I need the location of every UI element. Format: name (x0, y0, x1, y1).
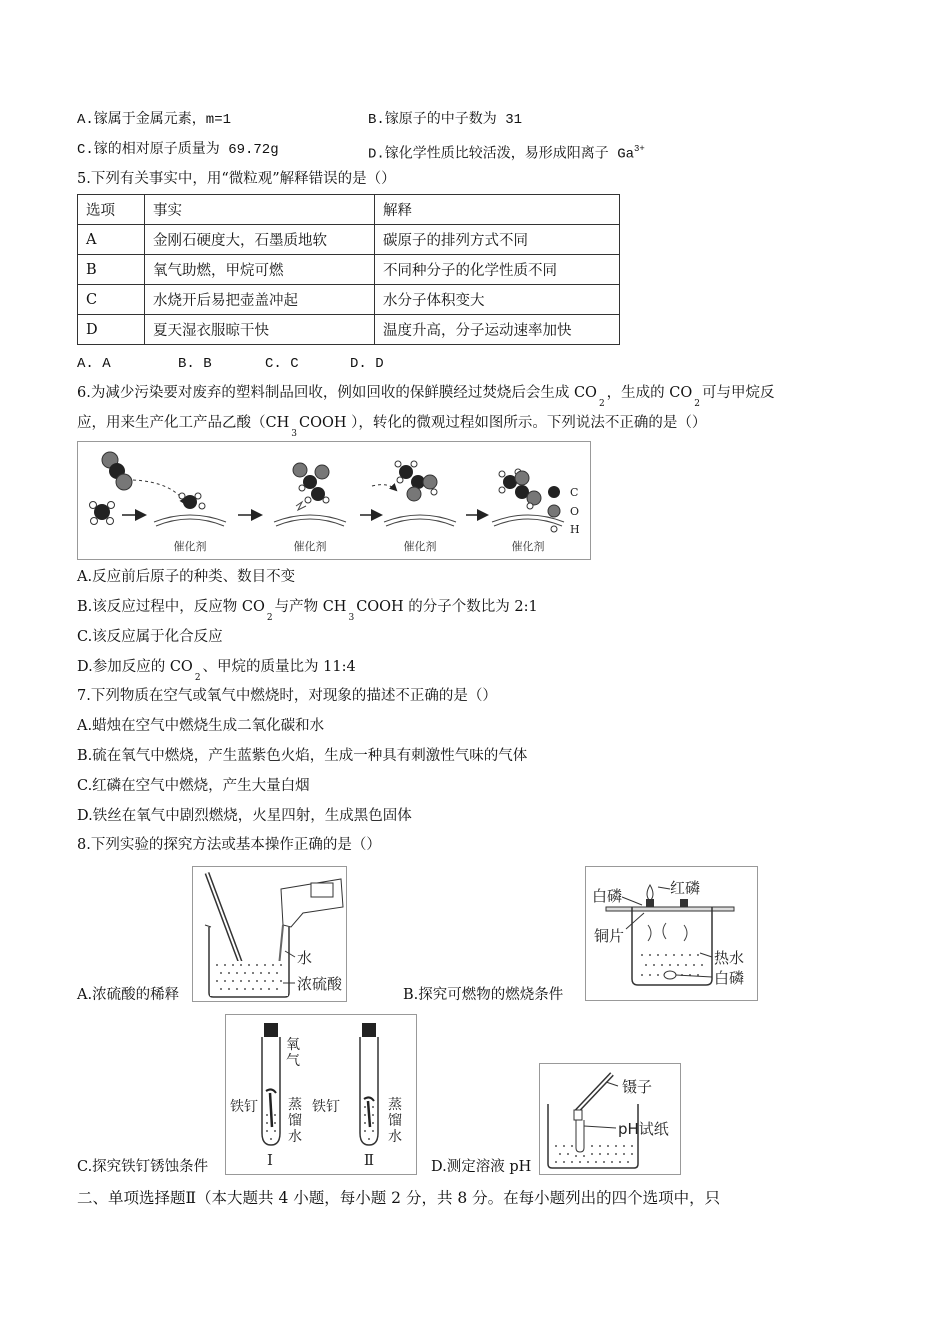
q7-option-a: A.蜡烛在空气中燃烧生成二氧化碳和水 (77, 718, 325, 734)
table-cell: A (78, 225, 145, 255)
q8-stem: 8.下列实验的探究方法或基本操作正确的是（） (77, 837, 381, 853)
table-cell: 水分子体积变大 (375, 285, 620, 315)
section-two-heading: 二、单项选择题Ⅱ（本大题共 4 小题，每小题 2 分，共 8 分。在每小题列出的四个选项中，只 (77, 1189, 721, 1207)
label-copper-sheet: 铜片 (594, 927, 625, 945)
q7-option-b: B.硫在氧气中燃烧，产生蓝紫色火焰，生成一种具有刺激性气味的气体 (77, 748, 528, 764)
table-row (78, 255, 620, 285)
label-distilled-water: 水 (288, 1129, 302, 1145)
table-row (78, 225, 620, 255)
legend-oxygen: O (570, 505, 580, 518)
q8-option-c: C.探究铁钉锈蚀条件 (77, 1159, 209, 1175)
q8-option-a: A.浓硫酸的稀释 (77, 987, 180, 1003)
iron-rust-figure (225, 1014, 417, 1175)
methane-molecule-icon (90, 502, 115, 525)
q7-option-d: D.铁丝在氧气中剧烈燃烧，火星四射，生成黑色固体 (77, 808, 412, 824)
table-row (78, 285, 620, 315)
label-concentrated-acid: 浓硫酸 (297, 975, 343, 993)
label-iron-nail: 铁钉 (312, 1099, 340, 1115)
atom-legend (548, 486, 580, 536)
q6-stem-line2: 应，用来生产化工产品乙酸（$CH_3COOH$ ），转化的微观过程如图所示。下列说法不正确的是（） (77, 415, 707, 439)
q8-option-d: D.测定溶液 pH (431, 1159, 532, 1175)
label-tube-two: Ⅱ (363, 1151, 375, 1169)
table-cell: 夏天湿衣服晾干快 (145, 315, 375, 345)
q5-stem: 5.下列有关事实中，用“微粒观”解释错误的是（） (77, 171, 396, 187)
label-tweezers: 镊子 (622, 1078, 653, 1096)
label-distilled-water: 蒸 (288, 1097, 302, 1113)
q6-stem-line1: 6.为减少污染要对废弃的塑料制品回收，例如回收的保鲜膜经过焚烧后会生成 $CO_2$，生成的 $CO_2$可与甲烷反 (77, 385, 775, 409)
label-distilled-water: 水 (388, 1129, 402, 1145)
table-cell: 水烧开后易把壶盖冲起 (145, 285, 375, 315)
q4-option-d: D.镓化学性质比较活泼，易形成阳离子 $Ga^{3+}$ (368, 144, 645, 163)
table-row (78, 315, 620, 345)
co2-molecule-icon (102, 452, 132, 490)
label-oxygen: 氧 (286, 1037, 300, 1053)
q4-option-c: C.镓的相对原子质量为 69.72g (77, 142, 279, 158)
label-distilled-water: 馏 (388, 1113, 402, 1129)
q6-option-a: A.反应前后原子的种类、数目不变 (77, 569, 296, 585)
combustion-conditions-figure (585, 866, 758, 1001)
label-white-phosphorus-top: 白磷 (592, 887, 623, 905)
label-red-phosphorus: 红磷 (670, 879, 701, 897)
table-cell: C (78, 285, 145, 315)
catalyst-label: 催化剂 (173, 540, 207, 553)
label-distilled-water: 馏 (288, 1113, 302, 1129)
label-white-phosphorus-bottom: 白磷 (714, 969, 745, 987)
table-cell: D (78, 315, 145, 345)
q5-option-d: D. D (350, 356, 384, 372)
label-iron-nail: 铁钉 (230, 1099, 258, 1115)
table-cell: 不同种分子的化学性质不同 (375, 255, 620, 285)
catalyst-label: 催化剂 (403, 540, 437, 553)
table-cell: 金刚石硬度大，石墨质地软 (145, 225, 375, 255)
label-oxygen: 气 (286, 1053, 300, 1069)
q7-option-c: C.红磷在空气中燃烧，产生大量白烟 (77, 778, 310, 794)
q5-option-b: B. B (178, 356, 212, 372)
label-water: 水 (297, 949, 313, 967)
acid-dilution-figure (192, 866, 347, 1002)
table-header-row (78, 195, 620, 225)
label-tube-one: Ⅰ (267, 1151, 273, 1169)
table-cell: 温度升高，分子运动速率加快 (375, 315, 620, 345)
table-cell: 氧气助燃，甲烷可燃 (145, 255, 375, 285)
catalyst-surface-icon (154, 515, 564, 526)
q8-option-b: B.探究可燃物的燃烧条件 (403, 987, 564, 1003)
table-cell: 碳原子的排列方式不同 (375, 225, 620, 255)
q5-table (77, 194, 620, 345)
legend-carbon: C (570, 486, 579, 499)
label-distilled-water: 蒸 (388, 1097, 402, 1113)
table-header-cell: 选项 (78, 195, 145, 225)
q7-stem: 7.下列物质在空气或氧气中燃烧时，对现象的描述不正确的是（） (77, 688, 497, 704)
label-ph-paper: pH试纸 (618, 1120, 669, 1138)
catalyst-label: 催化剂 (511, 540, 545, 553)
q5-option-a: A. A (77, 356, 111, 372)
reaction-micro-diagram (77, 441, 591, 560)
table-cell: B (78, 255, 145, 285)
q4-option-a: A.镓属于金属元素，m=1 (77, 112, 232, 128)
table-header-cell: 解释 (375, 195, 620, 225)
q4-option-b: B.镓原子的中子数为 31 (368, 112, 523, 128)
q5-option-c: C. C (265, 356, 299, 372)
catalyst-label: 催化剂 (293, 540, 327, 553)
q6-option-c: C.该反应属于化合反应 (77, 629, 223, 645)
q6-option-b: B.该反应过程中，反应物 $CO_2$与产物 $CH_3COOH$ 的分子个数比为 2:1 (77, 599, 538, 623)
ph-measurement-figure (539, 1063, 681, 1175)
legend-hydrogen: H (570, 523, 580, 536)
q6-option-d: D.参加反应的 $CO_2$、甲烷的质量比为 11:4 (77, 659, 356, 683)
label-hot-water: 热水 (714, 949, 745, 967)
table-header-cell: 事实 (145, 195, 375, 225)
